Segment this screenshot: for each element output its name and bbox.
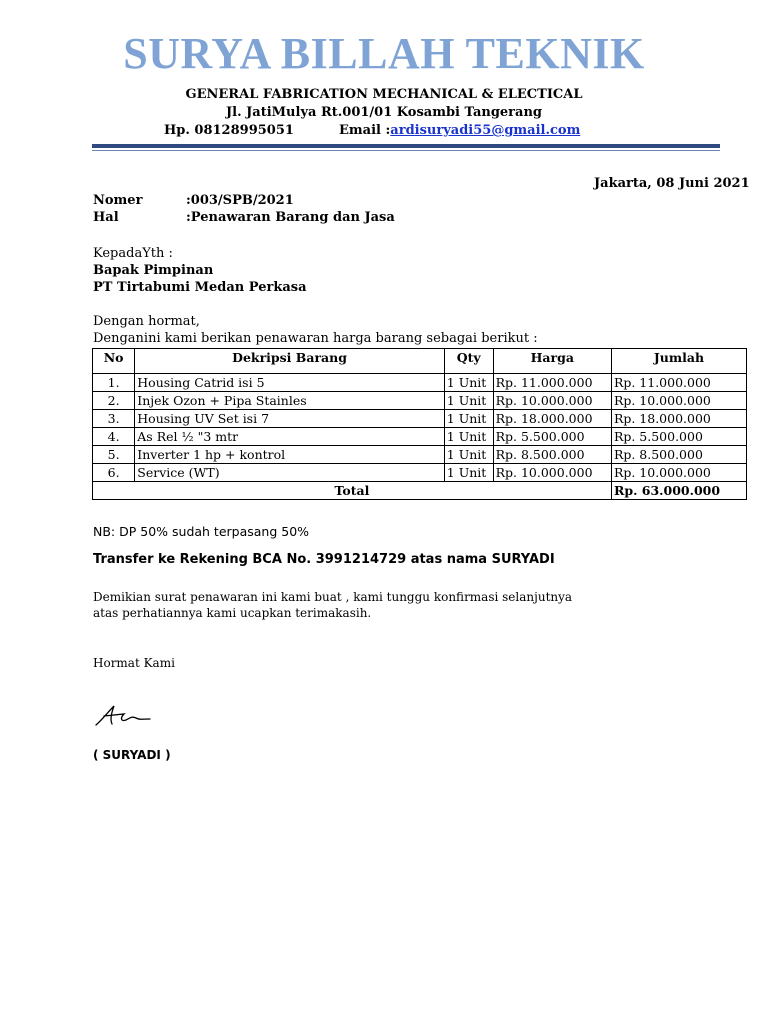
row-description: Injek Ozon + Pipa Stainles bbox=[135, 392, 445, 410]
email-link[interactable]: ardisuryadi55@gmail.com bbox=[390, 123, 581, 138]
row-qty: 1 Unit bbox=[444, 410, 493, 428]
row-amount: Rp. 18.000.000 bbox=[611, 410, 746, 428]
row-no: 5. bbox=[93, 446, 135, 464]
header-divider-thin bbox=[92, 150, 720, 151]
hal-label: Hal bbox=[93, 210, 119, 225]
transfer-info: Transfer ke Rekening BCA No. 3991214729 atas nama SURYADI bbox=[93, 552, 555, 567]
header-price: Harga bbox=[493, 349, 611, 374]
date-line: Jakarta, 08 Juni 2021 bbox=[594, 176, 750, 191]
email-line bbox=[339, 123, 580, 138]
row-price: Rp. 10.000.000 bbox=[493, 392, 611, 410]
table-row bbox=[93, 392, 747, 410]
table-row bbox=[93, 410, 747, 428]
row-amount: Rp. 5.500.000 bbox=[611, 428, 746, 446]
dp-note: NB: DP 50% sudah terpasang 50% bbox=[93, 524, 310, 539]
row-price: Rp. 18.000.000 bbox=[493, 410, 611, 428]
row-qty: 1 Unit bbox=[444, 428, 493, 446]
closing-line-2: atas perhatiannya kami ucapkan terimakasih. bbox=[93, 606, 372, 620]
recipient-company: PT Tirtabumi Medan Perkasa bbox=[93, 280, 307, 295]
company-tagline: GENERAL FABRICATION MECHANICAL & ELECTICAL bbox=[185, 87, 583, 102]
row-amount: Rp. 10.000.000 bbox=[611, 464, 746, 482]
total-value: Rp. 63.000.000 bbox=[611, 482, 746, 500]
table-total-row bbox=[93, 482, 747, 500]
row-price: Rp. 5.500.000 bbox=[493, 428, 611, 446]
row-qty: 1 Unit bbox=[444, 392, 493, 410]
row-amount: Rp. 11.000.000 bbox=[611, 374, 746, 392]
offer-table bbox=[92, 348, 747, 500]
row-description: Housing Catrid isi 5 bbox=[135, 374, 445, 392]
company-address: Jl. JatiMulya Rt.001/01 Kosambi Tangerang bbox=[226, 105, 542, 120]
greeting: Dengan hormat, bbox=[93, 314, 200, 329]
header-no: No bbox=[93, 349, 135, 374]
signoff: Hormat Kami bbox=[93, 656, 175, 670]
row-qty: 1 Unit bbox=[444, 374, 493, 392]
row-no: 6. bbox=[93, 464, 135, 482]
signer-name: ( SURYADI ) bbox=[93, 748, 171, 762]
row-no: 1. bbox=[93, 374, 135, 392]
recipient-salutation: KepadaYth : bbox=[93, 246, 173, 261]
company-phone: Hp. 08128995051 bbox=[164, 123, 294, 138]
hal-value: :Penawaran Barang dan Jasa bbox=[186, 210, 395, 225]
row-no: 3. bbox=[93, 410, 135, 428]
row-no: 2. bbox=[93, 392, 135, 410]
row-description: Inverter 1 hp + kontrol bbox=[135, 446, 445, 464]
closing-line-1: Demikian surat penawaran ini kami buat , kami tunggu konfirmasi selanjutnya bbox=[93, 590, 573, 604]
row-price: Rp. 8.500.000 bbox=[493, 446, 611, 464]
intro-text: Denganini kami berikan penawaran harga barang sebagai berikut : bbox=[93, 331, 538, 346]
total-label: Total bbox=[93, 482, 612, 500]
row-description: As Rel ½ "3 mtr bbox=[135, 428, 445, 446]
nomer-label: Nomer bbox=[93, 193, 143, 208]
row-description: Housing UV Set isi 7 bbox=[135, 410, 445, 428]
row-amount: Rp. 8.500.000 bbox=[611, 446, 746, 464]
signature-image bbox=[94, 702, 158, 728]
header-divider bbox=[92, 144, 720, 148]
row-amount: Rp. 10.000.000 bbox=[611, 392, 746, 410]
row-description: Service (WT) bbox=[135, 464, 445, 482]
header-description: Dekripsi Barang bbox=[135, 349, 445, 374]
recipient-name: Bapak Pimpinan bbox=[93, 263, 214, 278]
table-row bbox=[93, 428, 747, 446]
row-price: Rp. 11.000.000 bbox=[493, 374, 611, 392]
table-row bbox=[93, 464, 747, 482]
header-qty: Qty bbox=[444, 349, 493, 374]
nomer-value: :003/SPB/2021 bbox=[186, 193, 294, 208]
email-label: Email : bbox=[339, 123, 391, 138]
company-name: SURYA BILLAH TEKNIK bbox=[123, 29, 645, 78]
row-qty: 1 Unit bbox=[444, 446, 493, 464]
row-qty: 1 Unit bbox=[444, 464, 493, 482]
row-no: 4. bbox=[93, 428, 135, 446]
header-amount: Jumlah bbox=[611, 349, 746, 374]
table-row bbox=[93, 446, 747, 464]
table-header-row bbox=[93, 349, 747, 374]
table-row bbox=[93, 374, 747, 392]
row-price: Rp. 10.000.000 bbox=[493, 464, 611, 482]
